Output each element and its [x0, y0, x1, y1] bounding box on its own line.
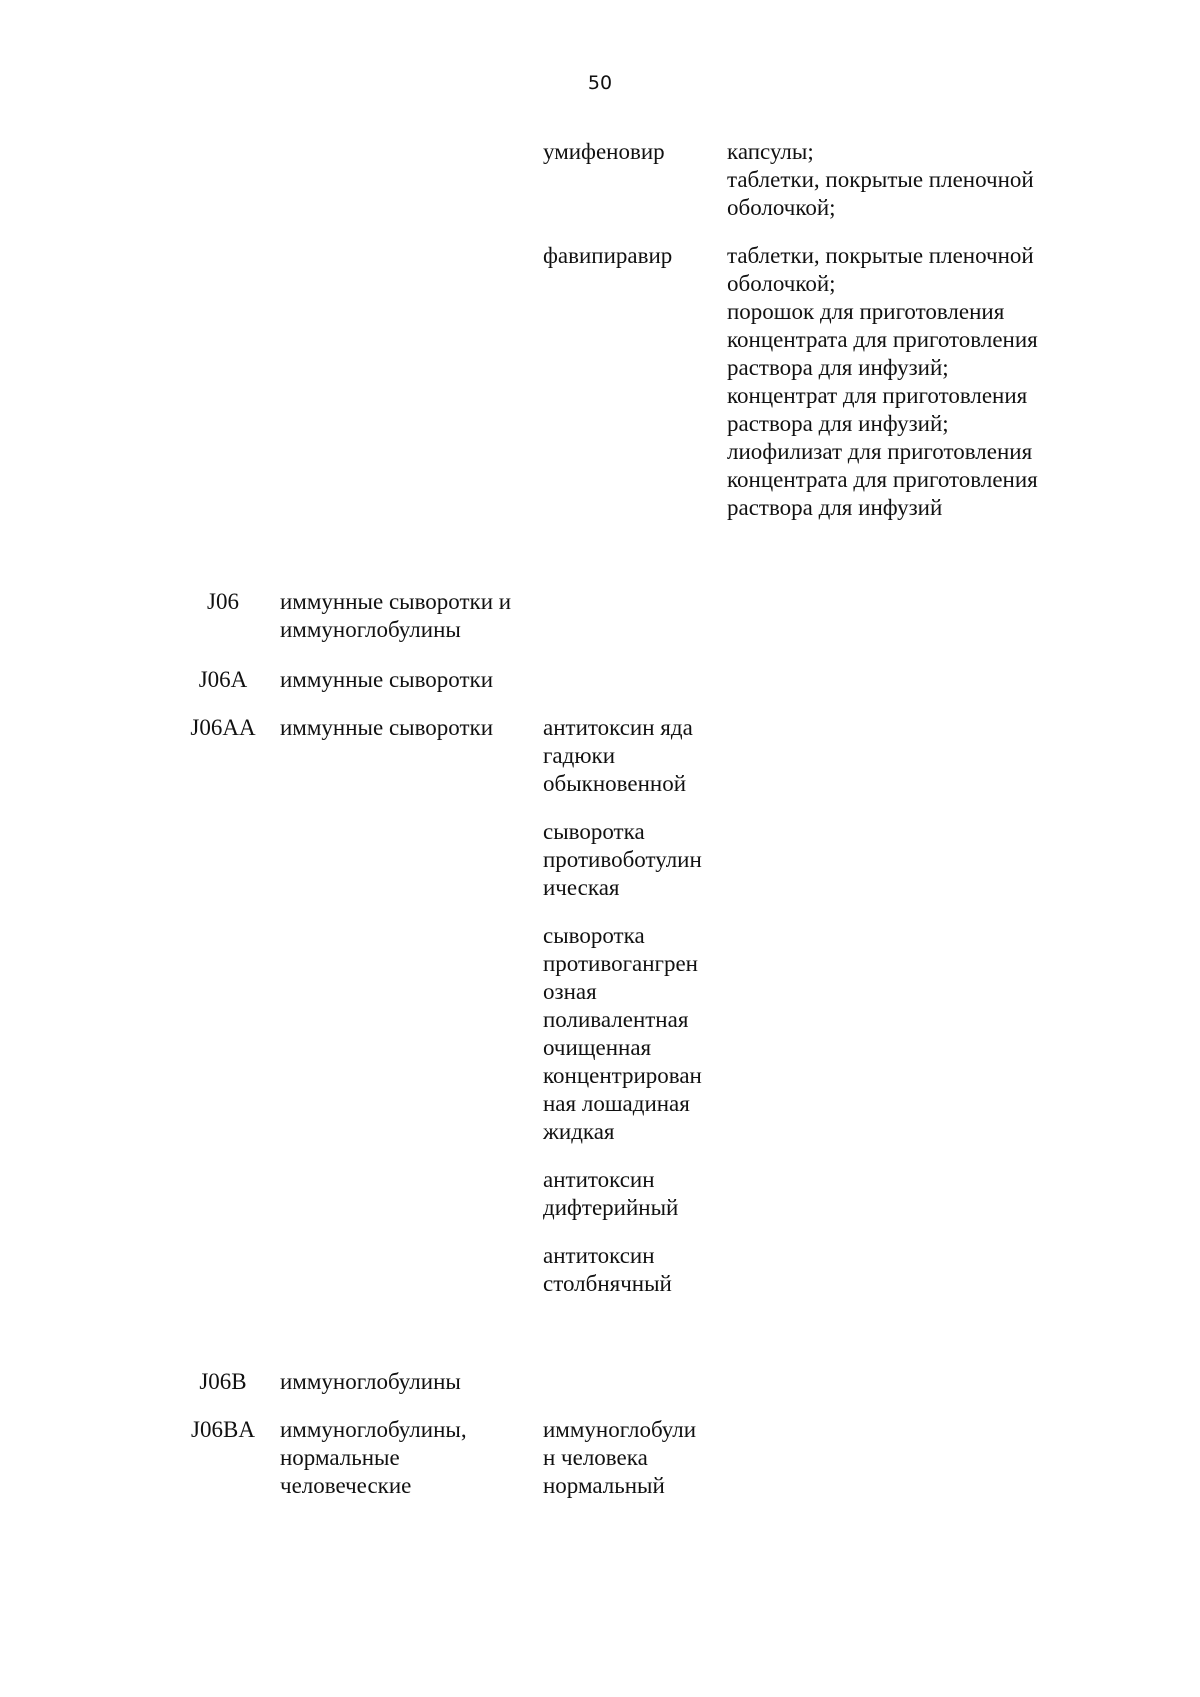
drug-name-line: умифеновир — [543, 139, 665, 164]
dosage-forms — [727, 138, 1034, 222]
drug-name-line: антитоксин — [543, 1167, 655, 1192]
dosage-form-line: таблетки, покрытые пленочной — [727, 243, 1034, 268]
drug-name-line: обыкновенной — [543, 771, 686, 796]
dosage-form-line: оболочкой; — [727, 195, 836, 220]
dosage-form-line: порошок для приготовления — [727, 299, 1005, 324]
drug-name — [543, 242, 672, 270]
drug-name-line: сыворотка — [543, 819, 645, 844]
drug-name-line: очищенная — [543, 1035, 652, 1060]
atc-group-line: человеческие — [280, 1473, 412, 1498]
drug-name — [543, 1416, 696, 1500]
drug-name-line: жидкая — [543, 1119, 615, 1144]
drug-name-line: столбнячный — [543, 1271, 672, 1296]
drug-name-line: поливалентная — [543, 1007, 689, 1032]
dosage-form-line: таблетки, покрытые пленочной — [727, 167, 1034, 192]
dosage-form-line: раствора для инфузий; — [727, 355, 949, 380]
drug-name-line: противогангрен — [543, 951, 698, 976]
dosage-forms — [727, 242, 1038, 522]
drug-name-line: ная лошадиная — [543, 1091, 690, 1116]
drug-name — [543, 714, 693, 798]
dosage-form-line: концентрата для приготовления — [727, 467, 1038, 492]
drug-name-line: нормальный — [543, 1473, 665, 1498]
dosage-form-line: лиофилизат для приготовления — [727, 439, 1033, 464]
drug-name — [543, 1166, 678, 1222]
atc-group-line: иммунные сыворотки и — [280, 589, 512, 614]
drug-name — [543, 818, 702, 902]
atc-code: J06A — [198, 667, 248, 692]
atc-group — [280, 714, 493, 742]
atc-code: J06B — [199, 1369, 247, 1394]
atc-group-line: иммунные сыворотки — [280, 715, 494, 740]
atc-code: J06 — [207, 589, 239, 614]
atc-group-line: нормальные — [280, 1445, 400, 1470]
atc-group-line: иммунные сыворотки — [280, 667, 494, 692]
drug-name-line: фавипиравир — [543, 243, 673, 268]
dosage-form-line: раствора для инфузий; — [727, 411, 949, 436]
drug-name-line: озная — [543, 979, 597, 1004]
drug-name-line: дифтерийный — [543, 1195, 679, 1220]
atc-group — [280, 666, 493, 694]
atc-group — [280, 588, 511, 644]
atc-group — [280, 1368, 461, 1396]
drug-name-line: антитоксин — [543, 1243, 655, 1268]
drug-name-line: противоботулин — [543, 847, 702, 872]
drug-name-line: н человека — [543, 1445, 648, 1470]
dosage-form-line: концентрата для приготовления — [727, 327, 1038, 352]
dosage-form-line: оболочкой; — [727, 271, 836, 296]
drug-name — [543, 138, 665, 166]
drug-name-line: антитоксин яда — [543, 715, 693, 740]
atc-code: J06AA — [190, 715, 256, 740]
drug-name — [543, 922, 702, 1146]
dosage-form-line: раствора для инфузий — [727, 495, 943, 520]
atc-code: J06BA — [191, 1417, 255, 1442]
atc-group — [280, 1416, 467, 1500]
page-number: 50 — [587, 72, 613, 94]
dosage-form-line: концентрат для приготовления — [727, 383, 1028, 408]
drug-name-line: ическая — [543, 875, 620, 900]
dosage-form-line: капсулы; — [727, 139, 814, 164]
drug-name-line: иммуноглобули — [543, 1417, 697, 1442]
atc-group-line: иммуноглобулины — [280, 617, 461, 642]
drug-name — [543, 1242, 672, 1298]
atc-group-line: иммуноглобулины — [280, 1369, 461, 1394]
atc-group-line: иммуноглобулины, — [280, 1417, 467, 1442]
drug-name-line: гадюки — [543, 743, 616, 768]
drug-name-line: сыворотка — [543, 923, 645, 948]
drug-name-line: концентрирован — [543, 1063, 702, 1088]
